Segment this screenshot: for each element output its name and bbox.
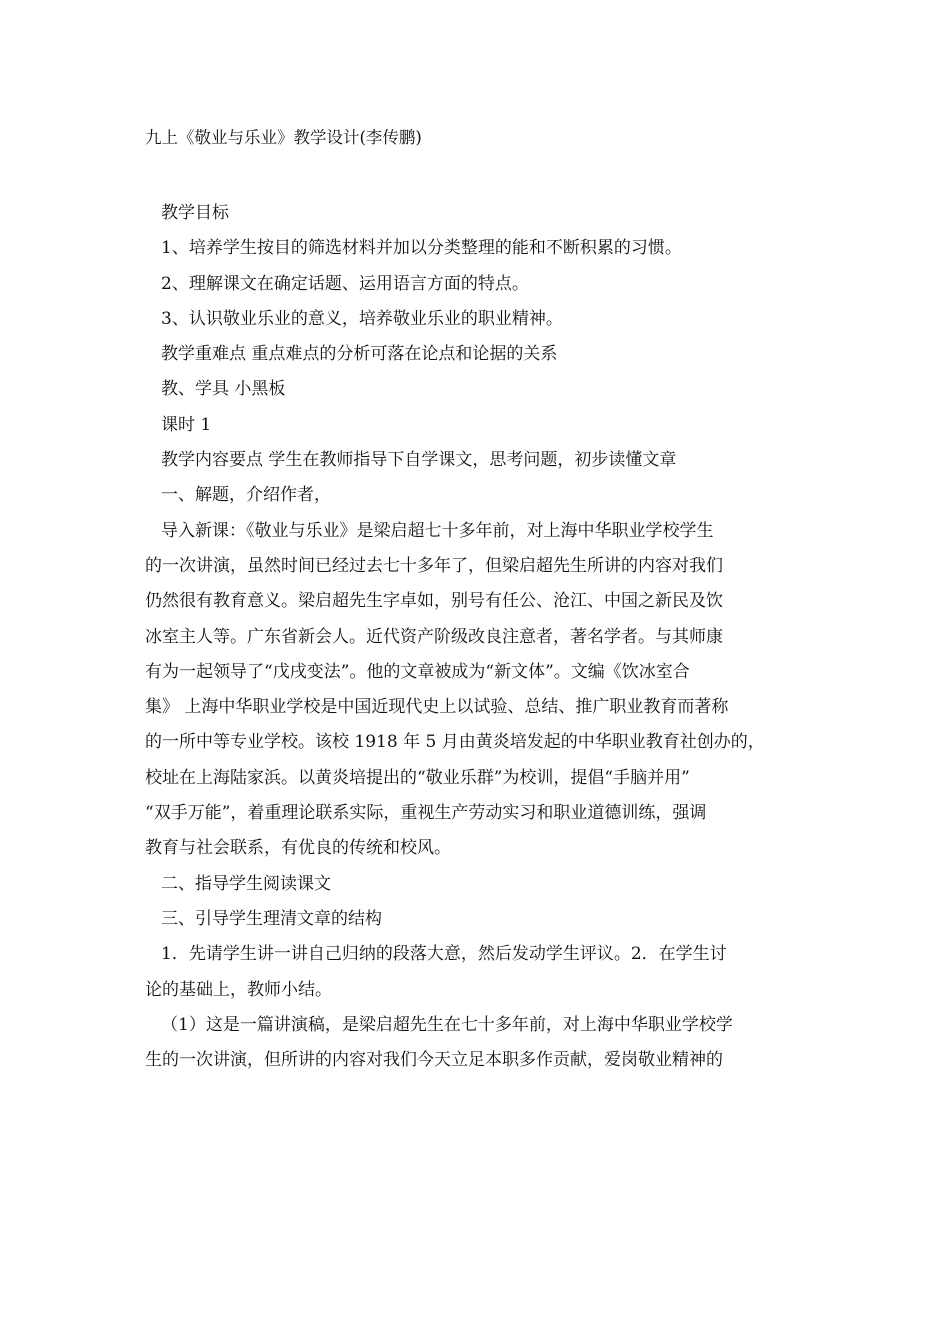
intro-line-5: 有为一起领导了“戊戌变法”。他的文章被成为“新文体”。文编《饮冰室合	[145, 661, 690, 682]
key-difficulties: 教学重难点 重点难点的分析可落在论点和论据的关系	[161, 344, 558, 365]
section-two-heading: 二、指导学生阅读课文	[161, 873, 331, 894]
point-line-2: 生的一次讲演，但所讲的内容对我们今天立足本职多作贡献，爱岗敬业精神的	[145, 1050, 723, 1071]
goal-item-1: 1、培养学生按目的筛选材料并加以分类整理的能和不断积累的习惯。	[161, 238, 682, 259]
intro-line-4: 冰室主人等。广东省新会人。近代资产阶级改良注意者，著名学者。与其师康	[145, 626, 723, 647]
step-line-2: 论的基础上，教师小结。	[145, 979, 332, 1000]
intro-line-3: 仍然很有教育意义。梁启超先生字卓如，别号有任公、沧江、中国之新民及饮	[145, 591, 723, 612]
section-one-heading: 一、解题，介绍作者，	[161, 485, 331, 506]
teaching-tools: 教、学具 小黑板	[161, 379, 286, 400]
document-body	[145, 196, 815, 1078]
section-three-heading: 三、引导学生理清文章的结构	[161, 908, 382, 929]
intro-line-10: 教育与社会联系，有优良的传统和校风。	[145, 838, 451, 859]
point-line-1: （1）这是一篇讲演稿，是梁启超先生在七十多年前，对上海中华职业学校学	[161, 1014, 733, 1035]
intro-line-6: 集》 上海中华职业学校是中国近现代史上以试验、总结、推广职业教育而著称	[145, 697, 729, 718]
intro-line-2: 的一次讲演，虽然时间已经过去七十多年了，但梁启超先生所讲的内容对我们	[145, 555, 723, 576]
heading-teaching-goals: 教学目标	[161, 203, 229, 223]
intro-line-9: “双手万能”，着重理论联系实际，重视生产劳动实习和职业道德训练，强调	[145, 803, 707, 824]
class-hours: 课时 1	[161, 414, 212, 435]
goal-item-3: 3、认识敬业乐业的意义，培养敬业乐业的职业精神。	[161, 308, 563, 329]
step-line-1: 1．先请学生讲一讲自己归纳的段落大意，然后发动学生评议。2．在学生讨	[161, 944, 727, 965]
intro-line-1: 导入新课：《敬业与乐业》是梁启超七十多年前，对上海中华职业学校学生	[161, 520, 714, 541]
document-title: 九上《敬业与乐业》教学设计(李传鹏)	[145, 128, 422, 147]
intro-line-8: 校址在上海陆家浜。以黄炎培提出的“敬业乐群”为校训，提倡“手脑并用”	[145, 767, 690, 788]
intro-line-7: 的一所中等专业学校。该校 1918 年 5 月由黄炎培发起的中华职业教育社创办的，	[145, 732, 765, 753]
content-points: 教学内容要点 学生在教师指导下自学课文，思考问题，初步读懂文章	[161, 450, 677, 471]
goal-item-2: 2、理解课文在确定话题、运用语言方面的特点。	[161, 273, 529, 294]
